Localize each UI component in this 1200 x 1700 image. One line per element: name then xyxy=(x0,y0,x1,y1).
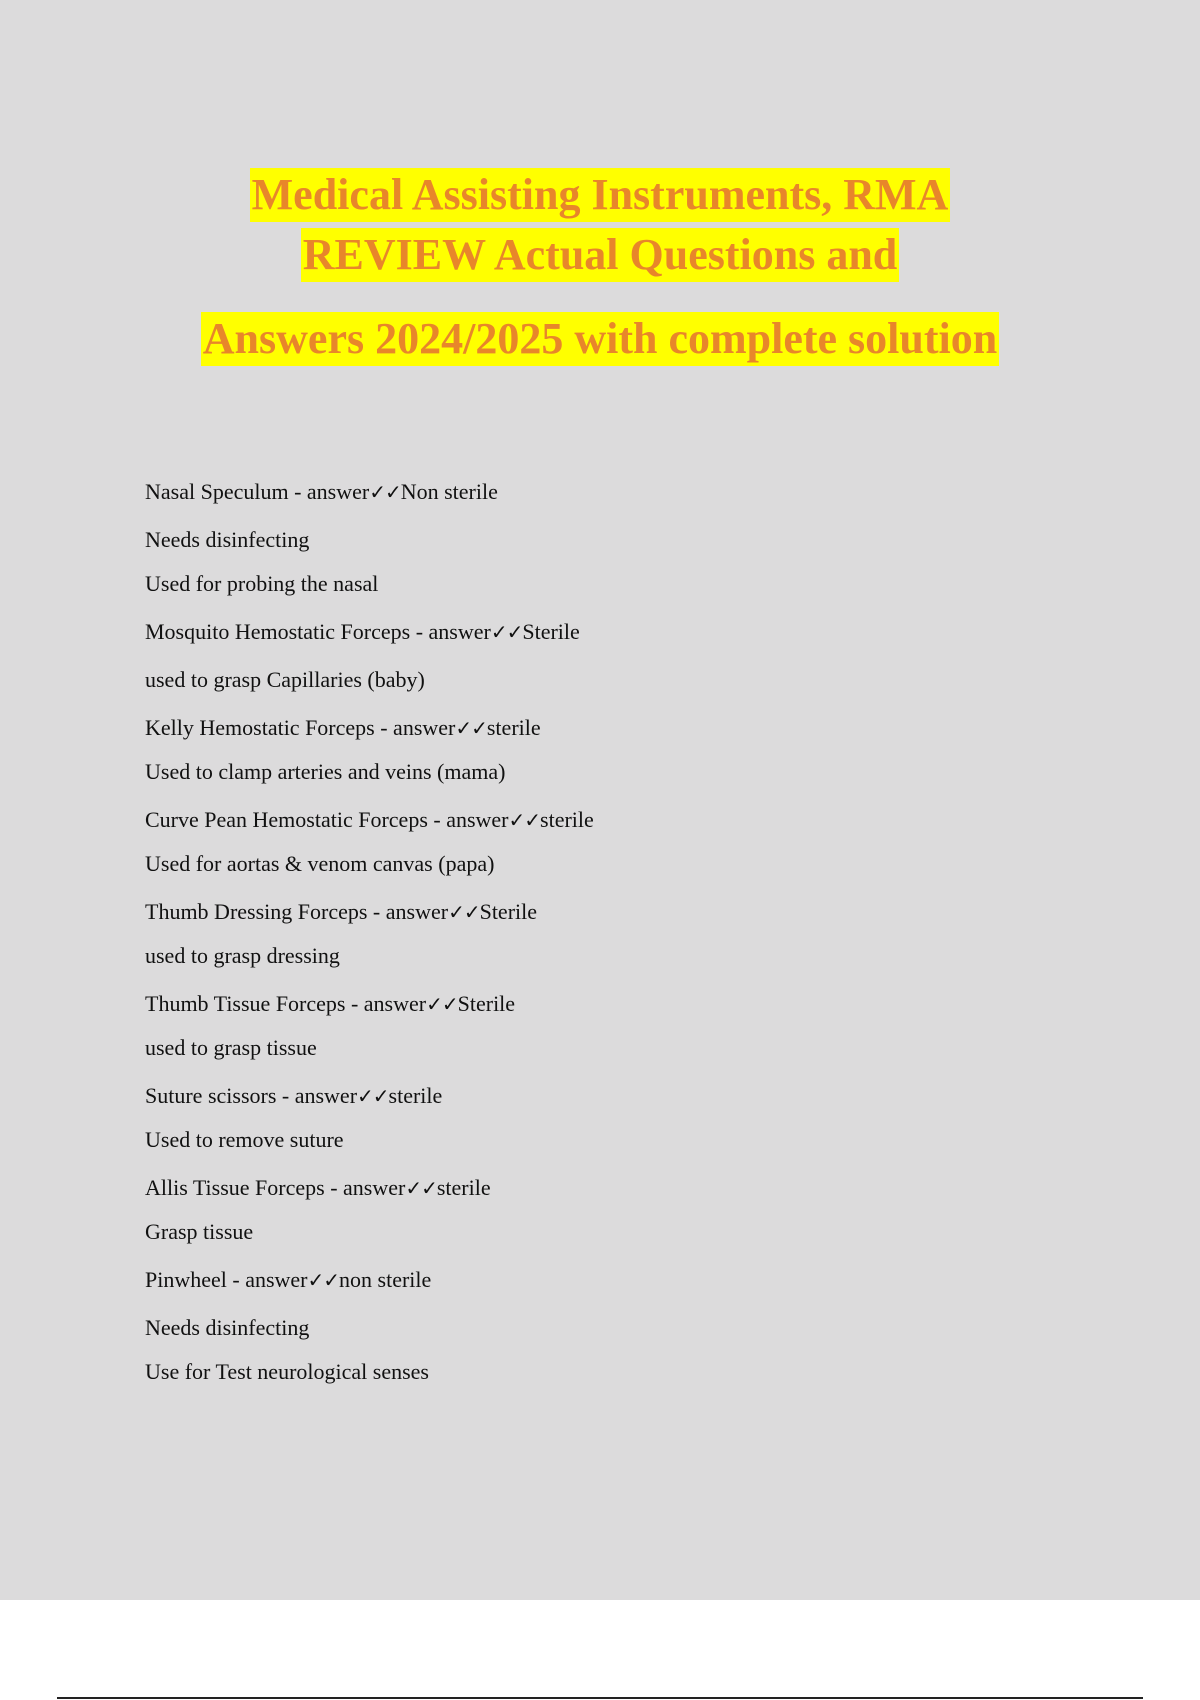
double-check-icon: ✓✓ xyxy=(508,808,541,832)
answer-text: sterile xyxy=(486,715,541,740)
bottom-divider xyxy=(57,1697,1143,1699)
qa-question-line xyxy=(145,802,594,846)
qa-detail-line: used to grasp Capillaries (baby) xyxy=(145,667,425,692)
double-check-icon: ✓✓ xyxy=(448,900,480,924)
qa-question-line xyxy=(145,474,594,522)
qa-detail-line: Used for aortas & venom canvas (papa) xyxy=(145,851,495,876)
qa-question-line xyxy=(145,1262,594,1310)
answer-text: non sterile xyxy=(339,1267,432,1292)
double-check-icon: ✓✓ xyxy=(405,1176,437,1200)
double-check-icon: ✓✓ xyxy=(369,480,401,504)
qa-question-line xyxy=(145,1170,594,1214)
qa-detail-line: Needs disinfecting xyxy=(145,527,310,552)
title-line-3: Answers 2024/2025 with complete solution xyxy=(201,312,999,366)
question-text: Thumb Dressing Forceps - answer xyxy=(145,899,449,924)
answer-text: sterile xyxy=(540,807,594,832)
answer-text: sterile xyxy=(436,1175,491,1200)
question-text: Suture scissors - answer xyxy=(145,1083,358,1108)
qa-detail-line: used to grasp tissue xyxy=(145,1035,317,1060)
qa-question-line xyxy=(145,710,594,754)
double-check-icon: ✓✓ xyxy=(357,1084,389,1108)
qa-question-line xyxy=(145,894,594,938)
question-text: Curve Pean Hemostatic Forceps - answer xyxy=(145,807,509,832)
double-check-icon: ✓✓ xyxy=(307,1268,340,1292)
title-line-1: Medical Assisting Instruments, RMA xyxy=(250,168,951,222)
document-title xyxy=(0,168,1200,372)
question-text: Kelly Hemostatic Forceps - answer xyxy=(145,715,456,740)
qa-detail-line: used to grasp dressing xyxy=(145,943,340,968)
question-text: Thumb Tissue Forceps - answer xyxy=(145,991,427,1016)
qa-detail-line: Used to clamp arteries and veins (mama) xyxy=(145,759,506,784)
answer-text: Non sterile xyxy=(400,479,498,504)
question-text: Nasal Speculum - answer xyxy=(145,479,370,504)
qa-detail-line: Grasp tissue xyxy=(145,1219,254,1244)
question-text: Allis Tissue Forceps - answer xyxy=(145,1175,406,1200)
qa-detail-line: Used for probing the nasal xyxy=(145,571,379,596)
question-text: Mosquito Hemostatic Forceps - answer xyxy=(145,619,491,644)
title-line-2: REVIEW Actual Questions and xyxy=(301,228,900,282)
answer-text: sterile xyxy=(388,1083,443,1108)
answer-text: Sterile xyxy=(522,619,580,644)
question-text: Pinwheel - answer xyxy=(145,1267,308,1292)
qa-question-line xyxy=(145,1078,594,1122)
qa-detail-line: Used to remove suture xyxy=(145,1127,344,1152)
double-check-icon: ✓✓ xyxy=(455,716,487,740)
qa-question-line xyxy=(145,614,594,662)
qa-list xyxy=(145,474,594,1402)
qa-detail-line: Use for Test neurological senses xyxy=(145,1359,429,1384)
answer-text: Sterile xyxy=(479,899,538,924)
qa-question-line xyxy=(145,986,594,1030)
double-check-icon: ✓✓ xyxy=(490,620,523,644)
double-check-icon: ✓✓ xyxy=(426,992,458,1016)
answer-text: Sterile xyxy=(457,991,516,1016)
qa-detail-line: Needs disinfecting xyxy=(145,1315,310,1340)
